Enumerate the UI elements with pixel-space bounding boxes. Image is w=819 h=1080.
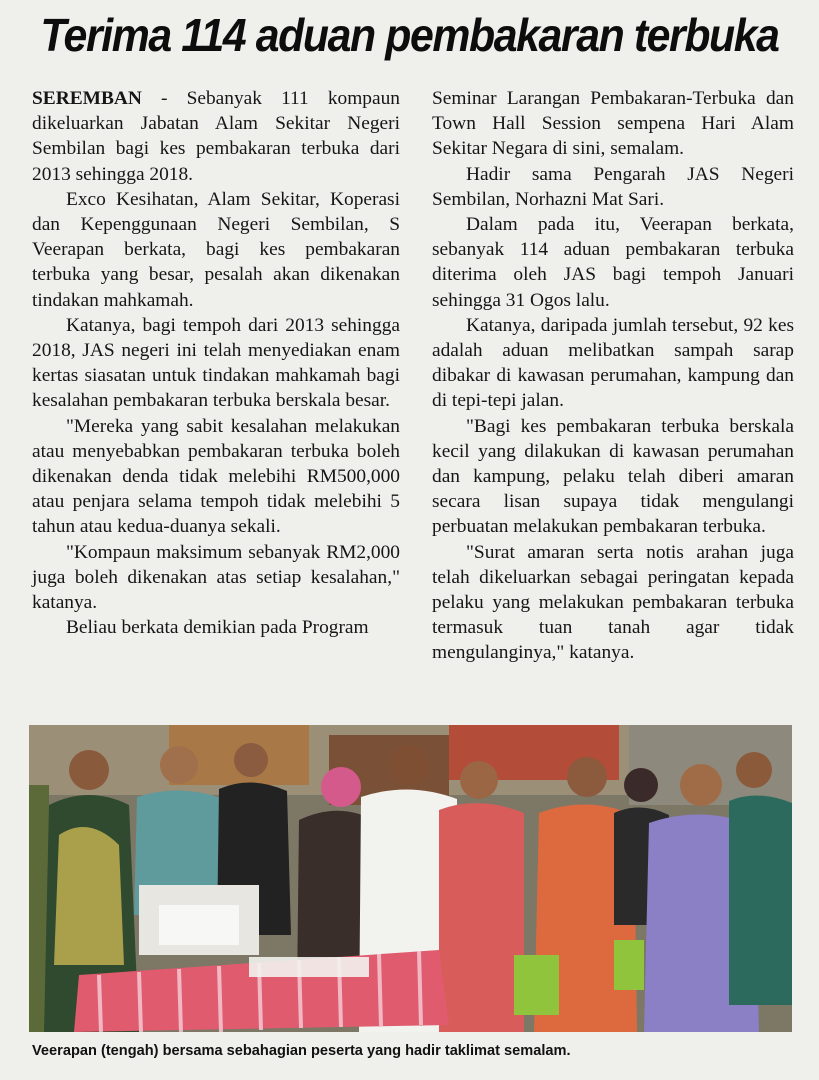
paragraph: Katanya, bagi tempoh dari 2013 sehingga 2018, JAS negeri ini telah menyediakan enam kertas siasatan untuk tindakan mahkamah bagi kesalahan pembakaran terbuka berskala besar. bbox=[32, 314, 400, 412]
paragraph bbox=[32, 86, 400, 187]
article-right-column bbox=[432, 86, 794, 666]
paragraph-text: - Sebanyak 111 kompaun dikeluarkan Jabatan Alam Sekitar Negeri Sembilan bagi kes pembakaran terbuka dari 2013 sehingga 2018. bbox=[32, 88, 400, 185]
paragraph: "Mereka yang sabit kesalahan melakukan atau menyebabkan pembakaran terbuka boleh dikenakan denda tidak melebihi RM500,000 atau penjara selama tempoh tidak melebihi 5 tahun atau kedua-duanya sekali. bbox=[32, 415, 400, 538]
paragraph: "Kompaun maksimum sebanyak RM2,000 juga boleh dikenakan atas setiap kesalahan," katanya. bbox=[32, 541, 400, 614]
paragraph: Hadir sama Pengarah JAS Negeri Sembilan, Norhazni Mat Sari. bbox=[432, 163, 794, 210]
paragraph: "Surat amaran serta notis arahan juga telah dikeluarkan sebagai peringatan kepada pelaku yang melakukan pembakaran terbuka termasuk tuan tanah agar tidak mengulanginya," katanya. bbox=[432, 541, 794, 664]
news-photo bbox=[29, 725, 792, 1032]
paragraph: Katanya, daripada jumlah tersebut, 92 kes adalah aduan melibatkan sampah sarap dibakar di kawasan perumahan, kampung dan di tepi-tepi jalan. bbox=[432, 314, 794, 412]
dateline: SEREMBAN bbox=[32, 88, 142, 109]
paragraph: Seminar Larangan Pembakaran-Terbuka dan Town Hall Session sempena Hari Alam Sekitar Negara di sini, semalam. bbox=[432, 88, 794, 160]
headline: Terima 114 aduan pembakaran terbuka bbox=[40, 9, 779, 61]
article-left-column bbox=[32, 86, 400, 640]
photo-caption: Veerapan (tengah) bersama sebahagian peserta yang hadir taklimat semalam. bbox=[32, 1043, 571, 1059]
paragraph: Exco Kesihatan, Alam Sekitar, Koperasi dan Kepenggunaan Negeri Sembilan, S Veerapan berkata, bagi kes pembakaran terbuka yang besar, pesalah akan dikenakan tindakan mahkamah. bbox=[32, 188, 400, 311]
paragraph: "Bagi kes pembakaran terbuka berskala kecil yang dilakukan di kawasan perumahan dan kampung, pelaku telah diberi amaran secara lisan supaya tidak mengulangi perbuatan melakukan pembakaran terbuka. bbox=[432, 415, 794, 538]
paragraph: Dalam pada itu, Veerapan berkata, sebanyak 114 aduan pembakaran terbuka diterima oleh JAS bagi tempoh Januari sehingga 31 Ogos lalu. bbox=[432, 214, 794, 311]
paragraph: Beliau berkata demikian pada Program bbox=[66, 617, 369, 639]
